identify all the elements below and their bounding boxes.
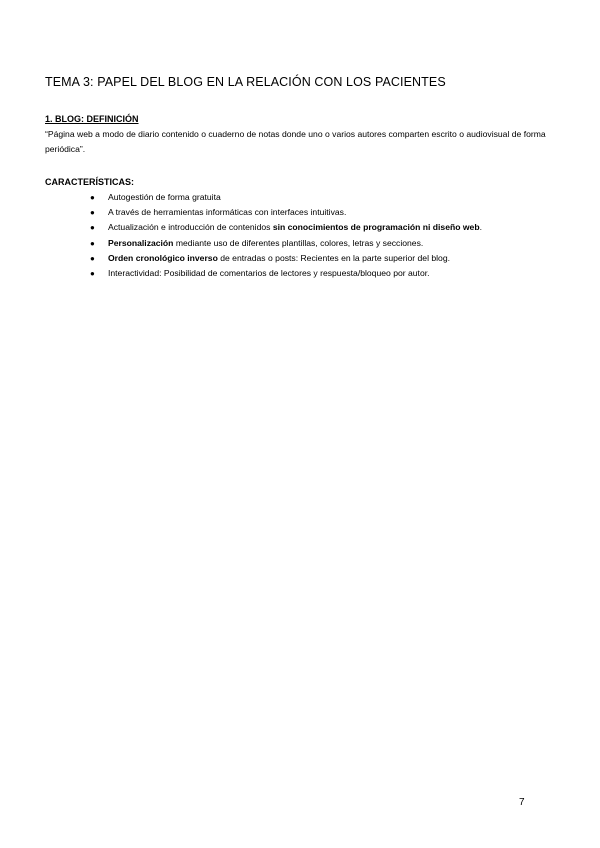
list-item-text-tail: de entradas o posts: Recientes en la parte superior del blog.: [217, 252, 451, 263]
characteristics-heading: CARACTERÍSTICAS:: [45, 177, 134, 187]
list-item: [90, 205, 482, 220]
list-item-bold-text: sin conocimientos de programación ni diseño web: [272, 222, 480, 233]
document-title: TEMA 3: PAPEL DEL BLOG EN LA RELACIÓN CON LOS PACIENTES: [45, 75, 446, 89]
list-item: [90, 236, 482, 251]
list-item-text: Interactividad: Posibilidad de comentarios de lectores y respuesta/bloqueo por autor.: [108, 267, 430, 278]
list-item-text: A través de herramientas informáticas con interfaces intuitivas.: [108, 207, 347, 218]
bullet-icon: ●: [90, 238, 95, 248]
bullet-icon: ●: [90, 223, 95, 233]
list-item: [90, 251, 482, 266]
bullet-icon: ●: [90, 208, 95, 218]
definition-paragraph: “Página web a modo de diario contenido o cuaderno de notas donde uno o varios autores comparten escrito o audiovisual de forma periódica”.: [45, 129, 546, 154]
list-item-text: Actualización e introducción de contenidos: [108, 222, 273, 233]
list-item-bold-text: Orden cronológico inverso: [108, 252, 218, 263]
bullet-icon: ●: [90, 268, 95, 278]
list-item-text: Autogestión de forma gratuita: [108, 192, 221, 202]
list-item-text-tail: mediante uso de diferentes plantillas, colores, letras y secciones.: [173, 237, 424, 248]
list-item-text-tail: .: [479, 222, 482, 233]
list-item-bold-text: Personalización: [108, 237, 174, 248]
bullet-icon: ●: [90, 193, 95, 202]
page-number: 7: [519, 797, 525, 808]
list-item: [90, 266, 482, 281]
list-item: [90, 190, 482, 205]
list-item: [90, 220, 482, 235]
characteristics-list: [90, 190, 482, 281]
section-heading-blog-definition: 1. BLOG: DEFINICIÓN: [45, 114, 139, 124]
bullet-icon: ●: [90, 253, 95, 263]
